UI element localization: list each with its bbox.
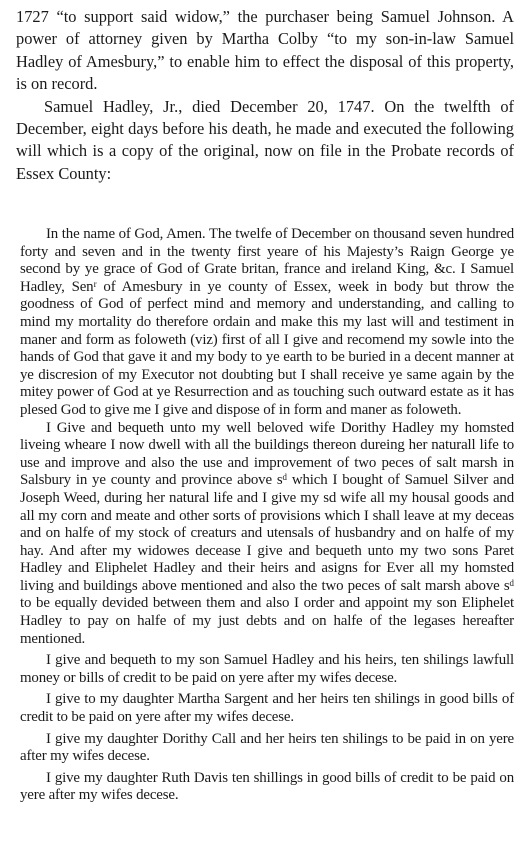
intro-section xyxy=(16,6,514,185)
will-bequest-wife-sons: I Give and bequeth unto my well beloved wife Dorithy Hadley my homsted liveing wheare I now dwell with all the buildings thereon dureing her naturall life to use and improve and also the use and improvement of two peces of salt marsh in Salsbury in ye county and province above sᵈ which I bought of Samuel Silver and Joseph Weed, during her natural life and I give my sd wife all my housal goods and all my corn and meate and other sorts of provisions which I shall leave at my deceas and on halfe of my stock of creaturs and utensals of husbandry and on halfe of my hay. And after my widowes decease I give and bequeth unto my two sons Paret Hadley and Eliphelet Hadley and their heirs and asigns for Ever all my homsted living and buildings above mentioned and also the two peces of salt marsh above sᵈ to be equally devided between them and also I order and appoint my son Eliphelet Hadley to pay on halfe of my just debts and on halfe of the legases hereafter mentioned. xyxy=(20,419,514,647)
will-bequest-martha: I give to my daughter Martha Sargent and her heirs ten shilings in good bills of credit to be paid on yere after my wifes decese. xyxy=(20,691,514,726)
intro-paragraph-property: 1727 “to support said widow,” the purchaser being Samuel Johnson. A power of attorney given by Martha Colby “to my son-in-law Samuel Hadley of Amesbury,” to enable him to effect the disposal of this property, is on record. xyxy=(16,7,514,94)
will-bequest-samuel: I give and bequeth to my son Samuel Hadley and his heirs, ten shilings lawfull money or bills of credit to be paid on yere after my wifes decese. xyxy=(20,652,514,686)
will-text xyxy=(20,226,514,805)
will-preamble: In the name of God, Amen. The twelfe of December on thousand seven hundred forty and seven and in the twenty first yeare of his Majesty’s Raign George ye second by ye grace of God of Grate britan, france and ireland King, &c. I Samuel Hadley, Senʳ of Amesbury in ye county of Essex, week in body but throw the goodness of God of perfect mind and memory and understanding, and calling to mind my mortality do therefore ordain and make this my last will and testiment in maner and form as foloweth (viz) first of all I give and recomend my sowle into the hands of God that gave it and my body to ye earth to be buried in a decent manner at ye discresion of my Executor not doubting but I shall receive ye same again by the mitey power of God at ye Resurrection and as touching such outward estate as it has plesed God to give me I give and dispose of in form and maner as foloweth. xyxy=(20,226,514,418)
intro-paragraph-death: Samuel Hadley, Jr., died December 20, 1747. On the twelfth of December, eight days before his death, he made and executed the following will which is a copy of the original, now on file in the Probate records of Essex County: xyxy=(16,96,514,183)
will-bequest-dorithy: I give my daughter Dorithy Call and her heirs ten shilings to be paid in on yere after my wifes decese. xyxy=(20,730,514,765)
will-bequest-ruth: I give my daughter Ruth Davis ten shillings in good bills of credit to be paid on yere after my wifes decese. xyxy=(20,769,514,804)
